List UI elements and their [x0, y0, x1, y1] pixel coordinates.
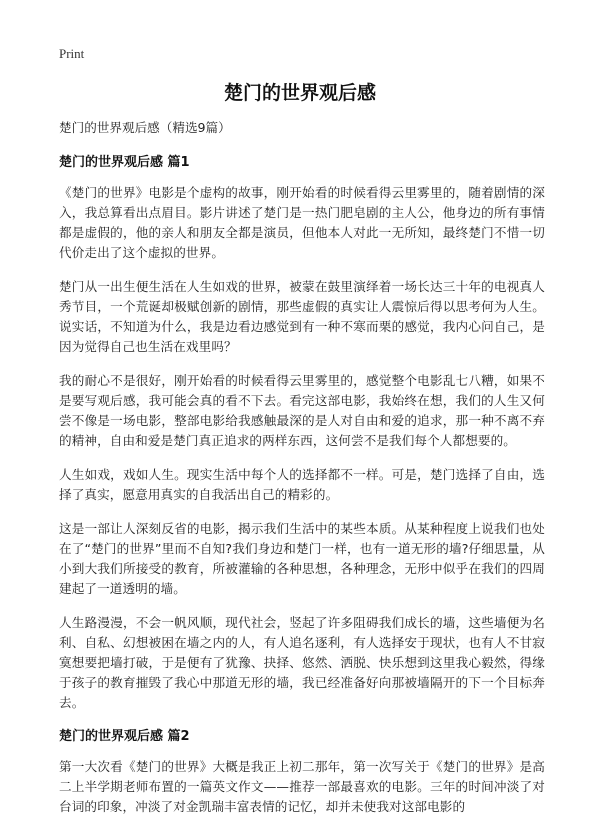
paragraph: 第一大次看《楚门的世界》大概是我正上初二那年，第一次写关于《楚门的世界》是高二上半学期老师布置的一篇英文作文——推荐一部最喜欢的电影。三年的时间冲淡了对台词的印象，冲淡了对金凯瑞丰富表情的记忆，却并未使我对这部电影的	[59, 759, 545, 814]
paragraph: 人生路漫漫，不会一帆风顺，现代社会，竖起了许多阻碍我们成长的墙，这些墙便为名利、自私、幻想被困在墙之内的人，有人追名逐利，有人选择安于现状，也有人不甘寂寞想要把墙打破，于是便有了犹豫、抉择、悠然、洒脱、快乐想到这里我心毅然，得缘于孩子的教育摧毁了我心中那道无形的墙，我已经准备好向那被墙隔开的下一个目标奔去。	[59, 615, 545, 710]
document-content	[59, 118, 545, 828]
paragraph: 《楚门的世界》电影是个虚构的故事，刚开始看的时候看得云里雾里的，随着剧情的深入，我总算看出点眉目。影片讲述了楚门是一热门肥皂剧的主人公，他身边的所有事情都是虚假的，他的亲人和朋友全都是演员，但他本人对此一无所知，最终楚门不惜一切代价走出了这个虚拟的世界。	[59, 185, 545, 260]
article-section-1	[59, 153, 545, 713]
section-heading: 楚门的世界观后感 篇2	[59, 729, 190, 744]
page-title: 楚门的世界观后感	[223, 82, 376, 104]
section-heading: 楚门的世界观后感 篇1	[59, 155, 190, 170]
article-section-2	[59, 727, 545, 817]
document-subtitle: 楚门的世界观后感（精选9篇）	[59, 120, 231, 135]
print-link[interactable]: Print	[59, 46, 85, 61]
paragraph: 我的耐心不是很好，刚开始看的时候看得云里雾里的，感觉整个电影乱七八糟，如果不是要写观后感，我可能会真的看不下去。看完这部电影，我始终在想，我们的人生又何尝不像是一场电影，整部电影给我感触最深的是人对自由和爱的追求，那一种不离不弃的精神，自由和爱是楚门真正追求的两样东西，这何尝不是我们每个人都想要的。	[59, 373, 545, 448]
paragraph: 楚门从一出生便生活在人生如戏的世界，被蒙在鼓里演绎着一场长达三十年的电视真人秀节目，一个荒诞却极赋创新的剧情，那些虚假的真实让人震惊后得以思考何为人生。说实话，不知道为什么，我是边看边感觉到有一种不寒而栗的感觉，我内心问自己，是因为觉得自己也生活在戏里吗？	[59, 279, 545, 354]
paragraph: 人生如戏，戏如人生。现实生活中每个人的选择都不一样。可是，楚门选择了自由，选择了真实，愿意用真实的自我活出自己的精彩的。	[59, 467, 545, 502]
paragraph: 这是一部让人深刻反省的电影，揭示我们生活中的某些本质。从某种程度上说我们也处在了“楚门的世界”里而不自知?我们身边和楚门一样，也有一道无形的墙?仔细思量，从小到大我们所接受的教育，所被灌输的各种思想，各种理念，无形中似乎在我们的四周建起了一道透明的墙。	[59, 521, 545, 596]
